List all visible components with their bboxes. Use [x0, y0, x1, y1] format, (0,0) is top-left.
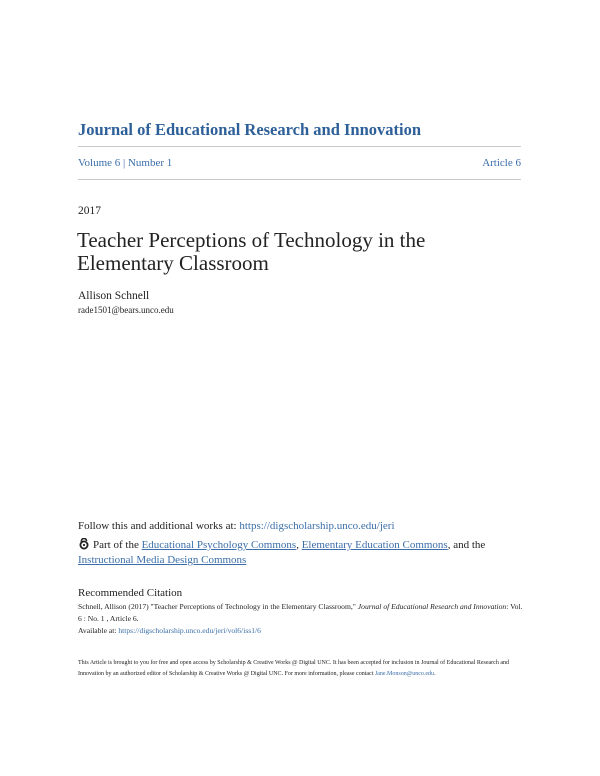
- footer-text: This Article is brought to you for free and open access by Scholarship & Creative Works @ Digital UNC. It has been accepted for inclusion in Journal of Educational Research and Innovation by an authorized editor of Scholarship & Creative Works @ Digital UNC. For more information, please contact: [78, 660, 509, 677]
- partof-prefix: Part of the: [93, 539, 142, 551]
- partof-sep-1: ,: [296, 539, 302, 551]
- journal-title[interactable]: Journal of Educational Research and Innovation: [78, 120, 422, 139]
- available-prefix: Available at:: [78, 626, 119, 635]
- paper-title-line-2: Elementary Classroom: [77, 251, 269, 275]
- issue-info: [78, 157, 172, 169]
- issue-line: [78, 157, 521, 169]
- commons-link-elementary-education[interactable]: Elementary Education Commons: [301, 539, 448, 551]
- top-divider: [78, 146, 521, 147]
- footer-end: .: [434, 671, 436, 677]
- repository-link[interactable]: https://digscholarship.unco.edu/jeri: [239, 520, 395, 532]
- paper-title: [77, 229, 517, 275]
- citation-part-2: : Vol. 6 : No. 1 , Article 6.: [78, 602, 523, 623]
- citation-text: [78, 601, 528, 637]
- author-name: Allison Schnell: [78, 290, 150, 302]
- footer-notice: [78, 658, 528, 680]
- author-email: rade1501@bears.unco.edu: [78, 305, 174, 315]
- commons-link-instructional-media[interactable]: Instructional Media Design Commons: [78, 554, 247, 566]
- open-access-icon: [78, 538, 90, 550]
- number-link[interactable]: Number 1: [127, 157, 173, 169]
- issue-separator: |: [120, 157, 128, 169]
- follow-line: [78, 520, 395, 532]
- publication-year: 2017: [78, 205, 101, 217]
- article-link[interactable]: Article 6: [482, 157, 521, 169]
- commons-link-educational-psychology[interactable]: Educational Psychology Commons: [141, 539, 297, 551]
- partof-sep-2: , and the: [447, 539, 486, 551]
- article-url-link[interactable]: https://digscholarship.unco.edu/jeri/vol6/iss1/6: [118, 626, 261, 635]
- second-divider: [78, 179, 521, 180]
- volume-link[interactable]: Volume 6: [78, 157, 121, 169]
- citation-journal: Journal of Educational Research and Innovation: [357, 602, 507, 611]
- paper-title-line-1: Teacher Perceptions of Technology in the: [77, 228, 426, 252]
- part-of-commons: [78, 538, 528, 568]
- recommended-citation-heading: Recommended Citation: [78, 587, 183, 599]
- contact-email-link[interactable]: Jane.Monson@unco.edu: [374, 671, 435, 677]
- follow-prefix: Follow this and additional works at:: [78, 520, 240, 532]
- citation-part-1: Schnell, Allison (2017) "Teacher Perceptions of Technology in the Elementary Classroom,": [78, 602, 358, 611]
